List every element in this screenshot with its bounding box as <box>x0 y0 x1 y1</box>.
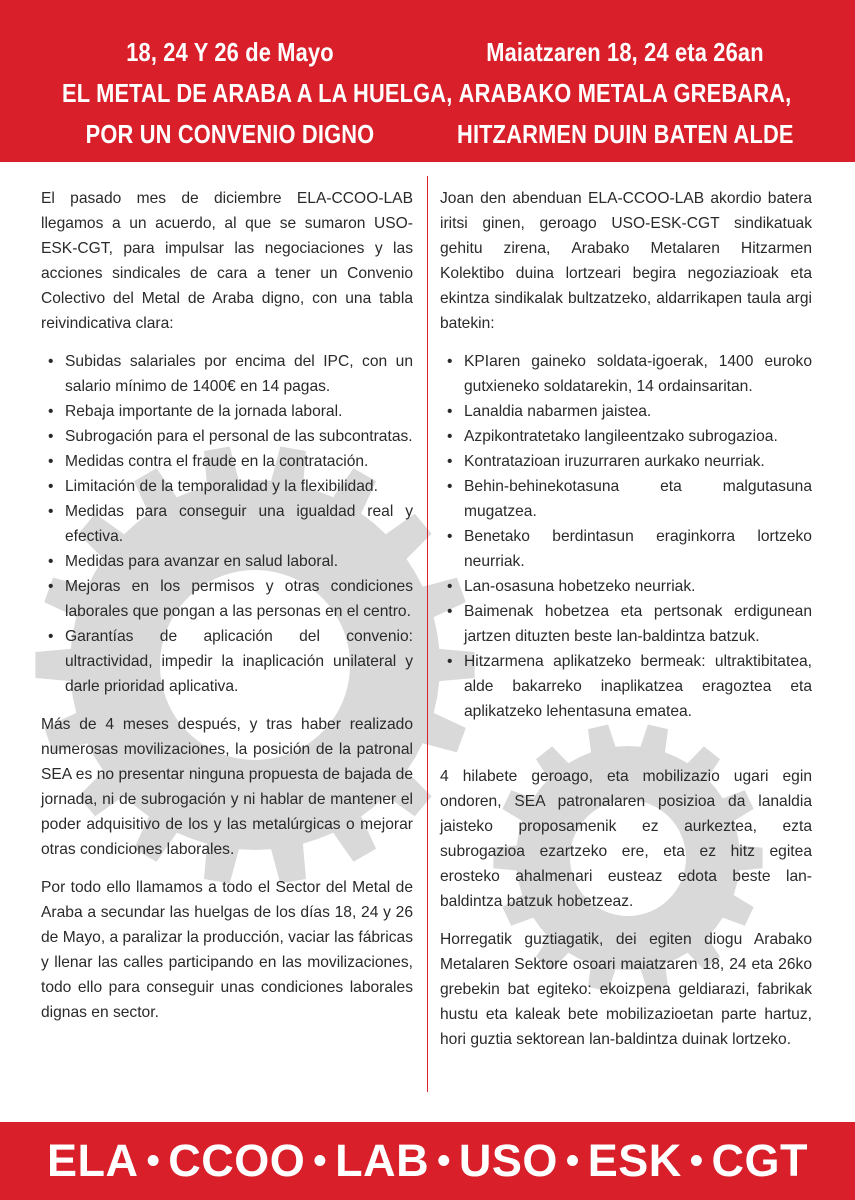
list-item: • Benetako berdintasun eraginkorra lortzeko neurriak. <box>440 524 812 574</box>
list-item: • Subidas salariales por encima del IPC, con un salario mínimo de 1400€ en 14 pagas. <box>41 349 413 399</box>
eu-paragraph-2: 4 hilabete geroago, eta mobilizazio ugari egin ondoren, SEA patronalaren posizioa da lanaldia jaisteko proposamenik ez aurkeztea, ezta subrogazioa ezartzeko ere, eta ez hitz egitea erosteko ahalmenari eusteaz edota beste lan-baldintza batzuk hobetzeaz. <box>440 768 812 910</box>
list-item: • KPIaren gaineko soldata-igoerak, 1400 euroko gutxieneko soldatarekin, 14 ordainsaritan. <box>440 349 812 399</box>
es-intro: El pasado mes de diciembre ELA-CCOO-LAB llegamos a un acuerdo, al que se sumaron USO-ESK-CGT, para impulsar las negociaciones y las acciones sindicales de cara a tener un Convenio Colectivo del Metal de Araba digno, con una tabla reivindicativa clara: <box>41 190 413 332</box>
list-item: • Kontratazioan iruzurraren aurkako neurriak. <box>440 449 812 474</box>
list-item: • Garantías de aplicación del convenio: ultractividad, impedir la inaplicación unilateral y darle prioridad aplicativa. <box>41 624 413 699</box>
union-name: USO <box>458 1135 558 1186</box>
title-eu-line-2: ARABAKO METALA GREBARA, <box>458 78 792 108</box>
bullet-dot: • <box>437 1139 451 1182</box>
list-item: • Medidas para avanzar en salud laboral. <box>41 549 413 574</box>
bullet-dot: • <box>146 1139 161 1182</box>
title-eu-line-1: Maiatzaren 18, 24 eta 26an <box>486 37 764 67</box>
column-basque <box>440 186 812 1052</box>
bullet-dot: • <box>689 1139 704 1182</box>
list-item: • Mejoras en los permisos y otras condiciones laborales que pongan a las personas en el centro. <box>41 574 413 624</box>
list-item: • Medidas contra el fraude en la contratación. <box>41 449 413 474</box>
title-es-line-3: POR UN CONVENIO DIGNO <box>85 119 375 149</box>
union-name: CGT <box>711 1135 809 1186</box>
es-paragraph-2: Más de 4 meses después, y tras haber realizado numerosas movilizaciones, la posición de la patronal SEA es no presentar ninguna propuesta de bajada de jornada, ni de subrogación y ni hablar de mantener el poder adquisitivo de los y las metalúrgicas o mejorar otras condiciones laborales. <box>41 716 413 858</box>
union-name: LAB <box>335 1135 430 1186</box>
list-item: • Rebaja importante de la jornada laboral. <box>41 399 413 424</box>
union-list <box>47 1135 808 1187</box>
list-item: • Lanaldia nabarmen jaistea. <box>440 399 812 424</box>
union-name: CCOO <box>168 1135 306 1186</box>
list-item: • Subrogación para el personal de las subcontratas. <box>41 424 413 449</box>
list-item: • Medidas para conseguir una igualdad real y efectiva. <box>41 499 413 549</box>
list-item: • Azpikontratetako langileentzako subrogazioa. <box>440 424 812 449</box>
list-item: • Limitación de la temporalidad y la flexibilidad. <box>41 474 413 499</box>
footer-banner <box>0 1122 855 1200</box>
eu-intro: Joan den abenduan ELA-CCOO-LAB akordio batera iritsi ginen, geroago USO-ESK-CGT sindikatuak gehitu zirenа, Arabako Metalaren Hitzarmen Kolektibo duina lortzeari begira negoziazioak eta ekintza sindikalak bultzatzeko, aldarrikapen taula argi batekin: <box>440 190 812 332</box>
es-demands-list <box>41 349 413 699</box>
eu-paragraph-3: Horregatik guztiagatik, dei egiten diogu Arabako Metalaren Sektore osoari maiatzaren 18, 24 eta 26ko grebekin bat egiteko: ekoizpena geldiarazi, fabrikak hustu eta kaleak bete mobilizazioetan parte hartuz, hori guztia sektorean lan-baldintza duinak lortzeko. <box>440 931 812 1048</box>
union-name: ESK <box>587 1135 682 1186</box>
title-es-line-2: EL METAL DE ARABA A LA HUELGA, <box>62 78 453 108</box>
column-spanish <box>41 186 413 1025</box>
title-eu-line-3: HITZARMEN DUIN BATEN ALDE <box>457 119 794 149</box>
bullet-dot: • <box>565 1139 580 1182</box>
eu-demands-list <box>440 349 812 724</box>
es-paragraph-3: Por todo ello llamamos a todo el Sector del Metal de Araba a secundar las huelgas de los días 18, 24 y 26 de Mayo, a paralizar la producción, vaciar las fábricas y llenar las calles participando en las movilizaciones, todo ello para conseguir unas condiciones laborales dignas en sector. <box>41 879 413 1021</box>
column-divider <box>427 176 428 1092</box>
title-es-line-1: 18, 24 Y 26 de Mayo <box>126 37 334 67</box>
list-item: • Behin-behinekotasuna eta malgutasuna mugatzea. <box>440 474 812 524</box>
bullet-dot: • <box>313 1139 328 1182</box>
union-name: ELA <box>46 1135 139 1186</box>
list-item: • Baimenak hobetzea eta pertsonak erdigunean jartzen dituzten beste lan-baldintza batzuk. <box>440 599 812 649</box>
list-item: • Hitzarmena aplikatzeko bermeak: ultraktibitatea, alde bakarreko inaplikatzea eragoztea eta aplikatzeko lehentasuna ematea. <box>440 649 812 724</box>
list-item: • Lan-osasuna hobetzeko neurriak. <box>440 574 812 599</box>
